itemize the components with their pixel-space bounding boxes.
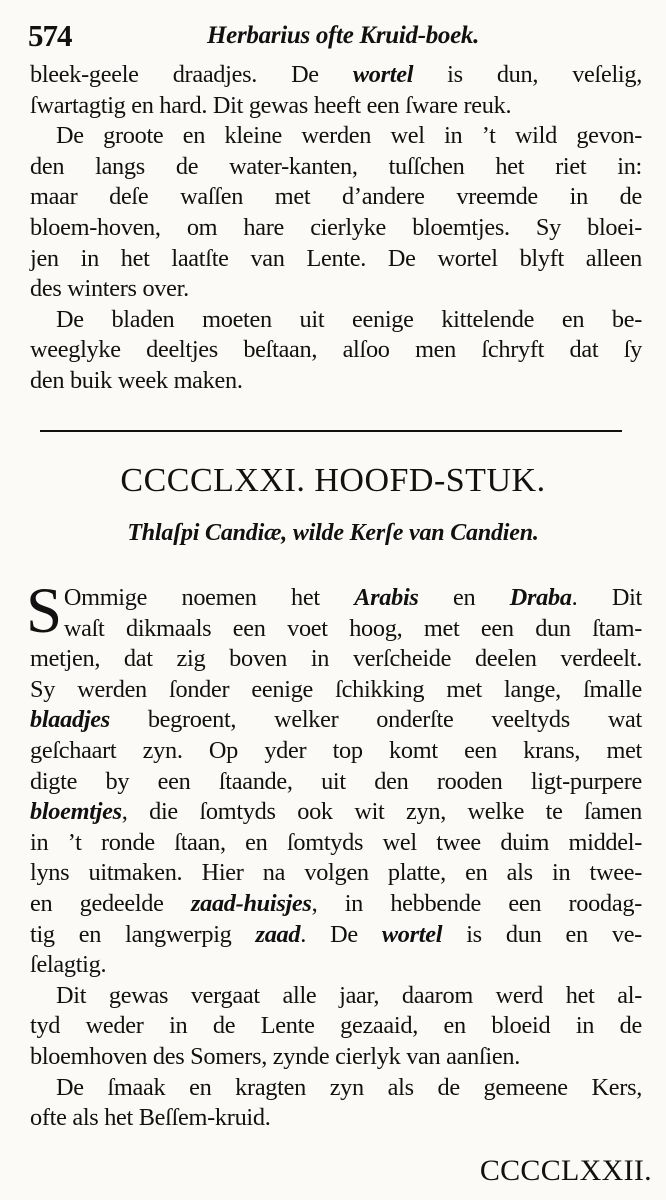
italic-term: wortel (352, 61, 414, 88)
paragraph (30, 981, 642, 1073)
paragraph (30, 121, 642, 305)
paragraph (30, 583, 642, 981)
italic-term: wortel (381, 920, 443, 948)
page-number: 574 (28, 18, 72, 53)
section-divider (40, 430, 622, 432)
chapter-title: CCCCLXXI. HOOFD-STUK. (120, 462, 546, 499)
text-line: den langs de water-kanten, tuſſchen het riet in: (30, 152, 642, 180)
text-line: tig en langwerpig zaad. De wortel is dun en ve- (30, 920, 642, 948)
italic-term: zaad (255, 920, 301, 948)
text-line: De bladen moeten uit eenige kittelende en be- (56, 305, 642, 333)
text-line: jen in het laatſte van Lente. De wortel blyft alleen (30, 244, 642, 272)
subtitle-dutch: wilde Kerſe van Candien. (292, 520, 539, 546)
text-line: maar deſe waſſen met d’andere vreemde in de (30, 183, 642, 211)
text-line: Dit gewas vergaat alle jaar, daarom werd het al- (56, 981, 642, 1009)
drop-cap: S (26, 575, 62, 647)
text-line: bloem-hoven, om hare cierlyke bloemtjes. Sy bloei- (30, 213, 642, 241)
text-line: des winters over. (30, 275, 189, 303)
text-line: weeglyke deeltjes beſtaan, alſoo men ſchryft dat ſy (30, 336, 642, 364)
first-paragraph (26, 575, 642, 981)
text-line: waſt dikmaals een voet hoog, met een dun ſtam- (63, 614, 642, 642)
text-line: Sy werden ſonder eenige ſchikking met lange, ſmalle (30, 675, 642, 703)
paragraph (30, 1073, 642, 1134)
text-line: De groote en kleine werden wel in ’t wild gevon- (56, 122, 642, 150)
text-line: ſelagtig. (30, 951, 107, 979)
italic-term: bloemtjes (30, 798, 122, 826)
chapter-body (26, 575, 642, 1134)
text-line: en gedeelde zaad-huisjes, in hebbende een roodag- (30, 889, 642, 917)
previous-chapter-text (30, 60, 642, 397)
text-line: ſwartagtig en hard. Dit gewas heeft een ſware reuk. (30, 91, 512, 119)
text-line: in ’t ronde ſtaan, en ſomtyds wel twee duim middel- (30, 828, 642, 856)
text-line: bloemtjes, die ſomtyds ook wit zyn, welke te ſamen (30, 798, 642, 826)
chapter-subtitle (0, 520, 666, 547)
italic-term: zaad-huisjes (190, 889, 312, 917)
text-line: blaadjes begroent, welker onderſte veeltyds wat (30, 706, 642, 734)
italic-term: Arabis (354, 584, 419, 611)
running-head: Herbarius ofte Kruid-boek. (207, 22, 480, 49)
page-header (22, 14, 652, 54)
subtitle-latin: Thlaſpi Candiæ, (127, 520, 293, 546)
text-line: ofte als het Beſſem-kruid. (30, 1104, 271, 1132)
text-line: bleek-geele draadjes. De wortel is dun, veſelig, (30, 61, 642, 88)
text-line: metjen, dat zig boven in verſcheide deelen verdeelt. (30, 645, 642, 673)
paragraph (30, 305, 642, 397)
text-line: den buik week maken. (30, 366, 243, 394)
text-line: digte by een ſtaande, uit den rooden ligt-purpere (30, 767, 642, 795)
paragraph (30, 60, 642, 121)
catchword: CCCCLXXII. (479, 1154, 652, 1187)
text-line: Ommige noemen het Arabis en Draba. Dit (63, 584, 642, 611)
text-line: De ſmaak en kragten zyn als de gemeene Kers, (56, 1073, 642, 1101)
italic-term: Draba (509, 584, 572, 611)
text-line: bloemhoven des Somers, zynde cierlyk van aanſien. (30, 1042, 520, 1070)
text-line: tyd weder in de Lente gezaaid, en bloeid in de (30, 1012, 642, 1040)
text-line: geſchaart zyn. Op yder top komt een krans, met (30, 736, 642, 764)
italic-term: blaadjes (30, 706, 110, 734)
text-line: lyns uitmaken. Hier na volgen platte, en als in twee- (30, 859, 642, 887)
